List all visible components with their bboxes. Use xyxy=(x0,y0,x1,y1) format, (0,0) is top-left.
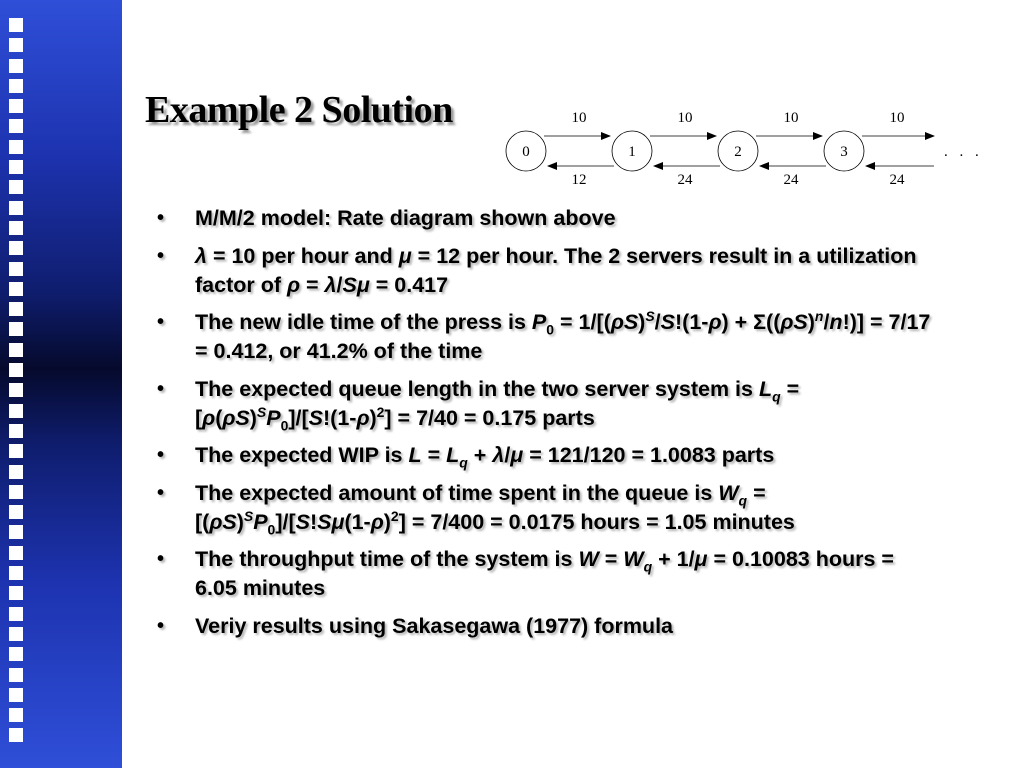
arrival-rate-label: 10 xyxy=(571,110,587,126)
bullet-text: = xyxy=(598,547,624,571)
arrival-rate-label: 10 xyxy=(889,110,905,126)
subscript: q xyxy=(643,558,653,575)
bullet-text: !(1- xyxy=(323,405,357,430)
sidebar-square xyxy=(9,241,23,255)
arrival-rate-label: 10 xyxy=(783,110,799,126)
sidebar-square xyxy=(9,607,23,621)
sidebar-square xyxy=(9,343,23,357)
bullet-text: L xyxy=(408,443,422,467)
sidebar-square xyxy=(9,99,23,113)
sidebar-square xyxy=(9,59,23,73)
bullet-text: ) xyxy=(638,310,646,334)
bullet-item xyxy=(155,375,935,433)
bullet-item xyxy=(155,441,935,470)
bullet-text: ( xyxy=(215,405,223,430)
bullet-text: S xyxy=(295,509,310,534)
state-label-2: 2 xyxy=(734,144,742,160)
bullet-text: L xyxy=(446,443,460,467)
bullet-text: / xyxy=(504,443,511,467)
bullet-text: = 10 per hour and xyxy=(206,243,399,268)
sidebar-square xyxy=(9,302,23,316)
superscript: 2 xyxy=(390,507,399,524)
bullet-text: P xyxy=(253,509,268,534)
subscript: q xyxy=(772,387,781,404)
bullet-text: L xyxy=(758,376,773,401)
slide-title: Example 2 Solution xyxy=(145,89,453,131)
bullet-text: λ xyxy=(195,243,207,268)
rate-diagram xyxy=(498,100,998,195)
bullet-text: μ xyxy=(510,443,524,467)
bullet-text: ρ xyxy=(370,509,384,534)
bullet-text: + 1/ xyxy=(652,547,695,571)
sidebar-square xyxy=(9,688,23,702)
bullet-text: = 1/[( xyxy=(554,310,611,334)
superscript: 2 xyxy=(376,403,385,420)
bullet-text: ) xyxy=(383,509,391,534)
bullet-text: = xyxy=(421,443,447,467)
sidebar-square xyxy=(9,160,23,174)
bullet-text: P xyxy=(266,405,281,430)
sidebar-square xyxy=(9,586,23,600)
sidebar-square xyxy=(9,38,23,52)
superscript: S xyxy=(243,507,254,524)
bullet-text: ! xyxy=(309,509,318,534)
bullet-text: W xyxy=(623,547,644,571)
sidebar-square xyxy=(9,119,23,133)
sidebar-square xyxy=(9,180,23,194)
subscript: 0 xyxy=(546,321,555,338)
bullet-text: (1- xyxy=(344,509,371,534)
bullet-item xyxy=(155,242,935,300)
sidebar-square xyxy=(9,322,23,336)
bullet-text: λ xyxy=(492,443,505,467)
bullet-dot-icon: • xyxy=(157,444,165,466)
bullet-text: ρS xyxy=(780,310,808,334)
bullet-text: ) xyxy=(236,509,244,534)
sidebar-square xyxy=(9,140,23,154)
bullet-text: = 0.417 xyxy=(369,272,449,297)
sidebar-square xyxy=(9,525,23,539)
sidebar-square xyxy=(9,424,23,438)
bullet-text: S xyxy=(308,405,323,430)
arrival-rate-label: 10 xyxy=(677,110,693,126)
bullet-text: The expected queue length in the two server system is xyxy=(195,376,759,401)
bullet-text: + xyxy=(467,443,493,467)
bullet-text: λ xyxy=(324,272,337,297)
sidebar-square xyxy=(9,505,23,519)
sidebar-square xyxy=(9,485,23,499)
state-label-0: 0 xyxy=(522,144,530,160)
bullet-item xyxy=(155,479,935,537)
bullet-dot-icon: • xyxy=(157,311,165,333)
service-rate-label: 24 xyxy=(889,172,905,188)
subscript: q xyxy=(738,491,748,508)
bullet-text: / xyxy=(654,310,661,334)
bullet-text: ) + Σ(( xyxy=(721,310,781,334)
sidebar-square xyxy=(9,79,23,93)
superscript: S xyxy=(645,307,655,324)
bullet-text: The expected WIP is xyxy=(195,443,409,467)
ellipsis: . . . xyxy=(944,144,983,160)
superscript: S xyxy=(256,403,267,420)
bullet-text: !(1- xyxy=(675,310,709,334)
bullet-dot-icon: • xyxy=(157,614,165,637)
bullet-text: The new idle time of the press is xyxy=(195,310,532,334)
bullet-text: Sμ xyxy=(317,509,345,534)
sidebar-square xyxy=(9,728,23,742)
sidebar-square xyxy=(9,18,23,32)
bullet-text: ρ xyxy=(708,310,722,334)
bullet-text: μ xyxy=(694,547,708,571)
bullet-list xyxy=(155,204,935,649)
bullet-text: ρ xyxy=(202,405,216,430)
sidebar-square xyxy=(9,221,23,235)
bullet-text: Veriy results using Sakasegawa (1977) formula xyxy=(195,613,673,638)
state-label-3: 3 xyxy=(840,144,848,160)
bullet-text: The expected amount of time spent in the queue is xyxy=(195,480,719,505)
bullet-text: / xyxy=(336,272,343,297)
bullet-text: n xyxy=(829,310,843,334)
bullet-text: M/M/2 model: Rate diagram shown above xyxy=(195,206,616,230)
bullet-item xyxy=(155,612,935,641)
bullet-text: ) xyxy=(369,405,377,430)
bullet-text: W xyxy=(578,547,599,571)
subscript: 0 xyxy=(267,520,276,537)
bullet-text: ρS xyxy=(222,405,250,430)
bullet-dot-icon: • xyxy=(157,377,165,400)
service-rate-label: 12 xyxy=(571,172,587,188)
sidebar-square xyxy=(9,262,23,276)
sidebar-square xyxy=(9,465,23,479)
bullet-item xyxy=(155,204,935,233)
superscript: n xyxy=(814,307,824,324)
bullet-text: ρ xyxy=(356,405,370,430)
sidebar-square xyxy=(9,546,23,560)
sidebar-square xyxy=(9,627,23,641)
bullet-item xyxy=(155,308,935,366)
sidebar-square-strip xyxy=(9,18,23,749)
sidebar-square xyxy=(9,404,23,418)
bullet-text: = 0.10083 hours = 6.05 minutes xyxy=(195,547,894,600)
state-label-1: 1 xyxy=(628,144,636,160)
sidebar-square xyxy=(9,363,23,377)
service-rate-label: 24 xyxy=(677,172,693,188)
bullet-text: = [ xyxy=(195,376,800,430)
bullet-item xyxy=(155,545,935,603)
bullet-text: W xyxy=(718,480,739,505)
sidebar-square xyxy=(9,566,23,580)
bullet-dot-icon: • xyxy=(157,548,165,570)
subscript: 0 xyxy=(280,416,289,433)
sidebar-square xyxy=(9,668,23,682)
sidebar-square xyxy=(9,201,23,215)
bullet-text: ρ xyxy=(286,272,301,297)
bullet-dot-icon: • xyxy=(157,244,165,267)
bullet-text: ] = 7/40 = 0.175 parts xyxy=(384,405,595,430)
bullet-text: P xyxy=(531,310,547,334)
bullet-text: ) xyxy=(807,310,815,334)
bullet-text: The throughput time of the system is xyxy=(195,547,579,571)
sidebar-square xyxy=(9,282,23,296)
bullet-text: ) xyxy=(249,405,257,430)
sidebar-square xyxy=(9,647,23,661)
subscript: q xyxy=(459,454,468,471)
sidebar-square xyxy=(9,383,23,397)
bullet-text: S xyxy=(660,310,675,334)
bullet-text: = 12 per hour. The 2 servers result in a utilization factor of xyxy=(195,243,917,297)
bullet-text: = 121/120 = 1.0083 parts xyxy=(523,443,775,467)
decorative-sidebar xyxy=(0,0,122,768)
bullet-text: ] = 7/400 = 0.0175 hours = 1.05 minutes xyxy=(398,509,795,534)
bullet-text: Sμ xyxy=(342,272,370,297)
bullet-text: / xyxy=(823,310,830,334)
sidebar-square xyxy=(9,708,23,722)
sidebar-square xyxy=(9,444,23,458)
bullet-dot-icon: • xyxy=(157,481,165,504)
service-rate-label: 24 xyxy=(783,172,799,188)
bullet-text: ρS xyxy=(209,509,237,534)
bullet-dot-icon: • xyxy=(157,207,165,229)
bullet-text: = xyxy=(300,272,325,297)
bullet-text: ]/[ xyxy=(275,509,296,534)
bullet-text: = [( xyxy=(195,480,766,534)
bullet-text: ]/[ xyxy=(288,405,309,430)
bullet-text: μ xyxy=(398,243,412,268)
bullet-text: ρS xyxy=(610,310,639,334)
bullet-text: !)] = 7/17 = 0.412, or 41.2% of the time xyxy=(195,310,931,363)
